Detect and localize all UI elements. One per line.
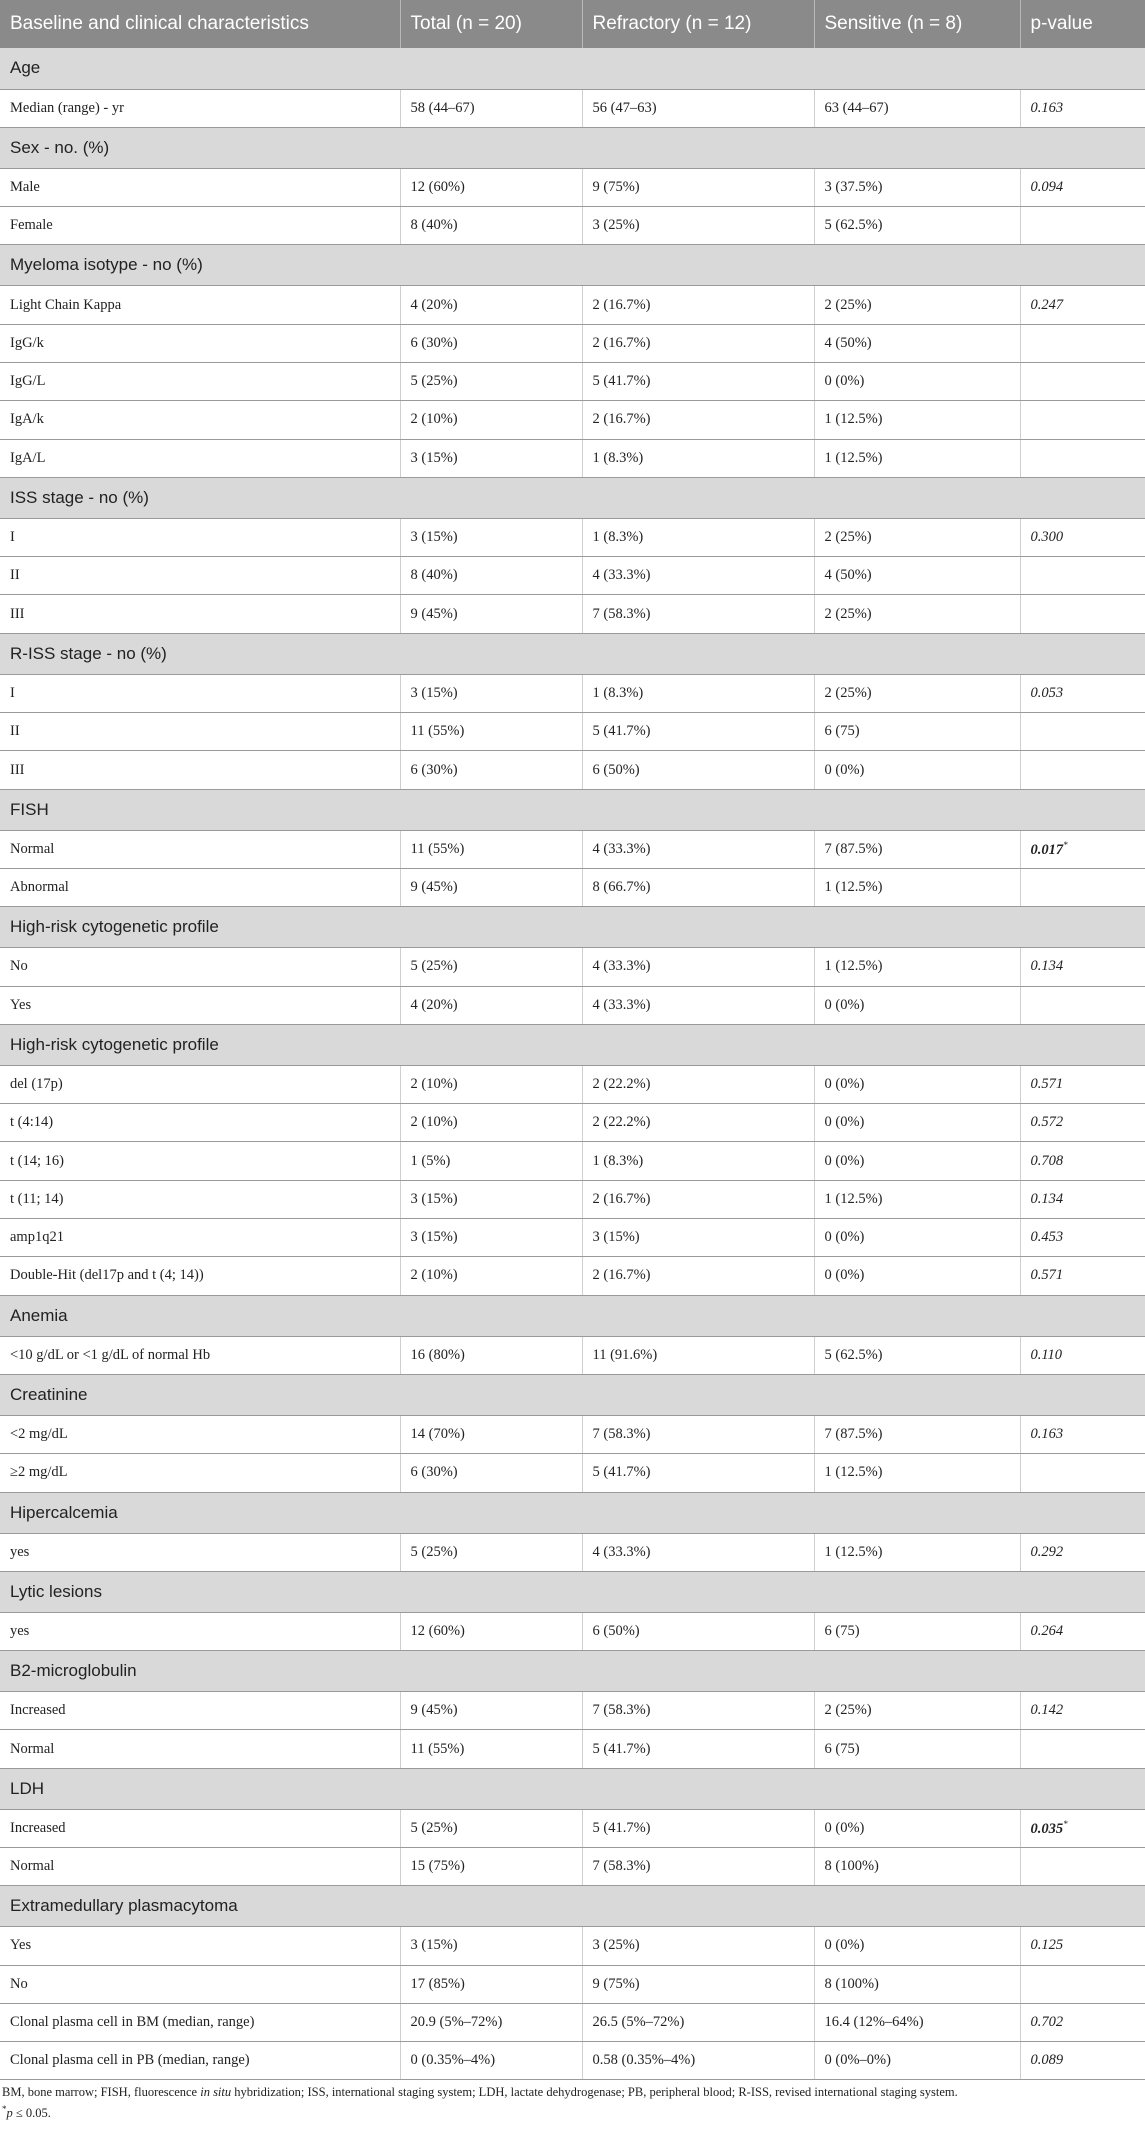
table-row bbox=[0, 89, 1145, 127]
cell-p-value bbox=[1020, 362, 1145, 400]
cell-p-value bbox=[1020, 830, 1145, 868]
cell-p-value bbox=[1020, 168, 1145, 206]
cell-p-value bbox=[1020, 1809, 1145, 1847]
table-row bbox=[0, 362, 1145, 400]
cell-sensitive: 5 (62.5%) bbox=[814, 1336, 1020, 1374]
p-value-text: 0.702 bbox=[1030, 2014, 1064, 2031]
cell-total: 9 (45%) bbox=[400, 1692, 582, 1730]
row-label: t (4:14) bbox=[0, 1104, 400, 1142]
table-row bbox=[0, 1965, 1145, 2003]
p-value-text: 0.708 bbox=[1030, 1152, 1064, 1169]
cell-total: 3 (15%) bbox=[400, 439, 582, 477]
cell-refractory: 7 (58.3%) bbox=[582, 1848, 814, 1886]
cell-total: 9 (45%) bbox=[400, 595, 582, 633]
cell-p-value bbox=[1020, 439, 1145, 477]
sig-text: ≤ 0.05. bbox=[12, 2106, 51, 2121]
cell-sensitive: 0 (0%) bbox=[814, 1065, 1020, 1103]
cell-total: 1 (5%) bbox=[400, 1142, 582, 1180]
significance-note bbox=[2, 2101, 1143, 2122]
abbrev-text-2: hybridization; ISS, international staging system; LDH, lactate dehydrogenase; PB, peripheral blood; R-ISS, revised international staging system. bbox=[231, 2085, 958, 2100]
cell-sensitive: 0 (0%) bbox=[814, 1104, 1020, 1142]
table-row bbox=[0, 557, 1145, 595]
cell-refractory: 9 (75%) bbox=[582, 1965, 814, 2003]
cell-total: 8 (40%) bbox=[400, 207, 582, 245]
cell-sensitive: 2 (25%) bbox=[814, 518, 1020, 556]
cell-total: 9 (45%) bbox=[400, 868, 582, 906]
row-label: IgA/k bbox=[0, 401, 400, 439]
section-title: Sex - no. (%) bbox=[0, 127, 1145, 168]
cell-refractory: 4 (33.3%) bbox=[582, 1533, 814, 1571]
cell-sensitive: 63 (44–67) bbox=[814, 89, 1020, 127]
cell-refractory: 1 (8.3%) bbox=[582, 674, 814, 712]
row-label: Light Chain Kappa bbox=[0, 286, 400, 324]
cell-p-value bbox=[1020, 674, 1145, 712]
section-title: Myeloma isotype - no (%) bbox=[0, 245, 1145, 286]
cell-total: 5 (25%) bbox=[400, 362, 582, 400]
cell-p-value bbox=[1020, 868, 1145, 906]
cell-total: 6 (30%) bbox=[400, 324, 582, 362]
p-value-text: 0.292 bbox=[1030, 1543, 1064, 1560]
cell-total: 3 (15%) bbox=[400, 1219, 582, 1257]
cell-p-value bbox=[1020, 1848, 1145, 1886]
cell-p-value bbox=[1020, 324, 1145, 362]
row-label: Normal bbox=[0, 1730, 400, 1768]
table-row bbox=[0, 674, 1145, 712]
cell-sensitive: 0 (0%) bbox=[814, 1142, 1020, 1180]
cell-sensitive: 0 (0%) bbox=[814, 1809, 1020, 1847]
cell-refractory: 5 (41.7%) bbox=[582, 362, 814, 400]
section-row bbox=[0, 1295, 1145, 1336]
table-row bbox=[0, 1336, 1145, 1374]
cell-total: 11 (55%) bbox=[400, 1730, 582, 1768]
cell-refractory: 2 (16.7%) bbox=[582, 1257, 814, 1295]
cell-p-value bbox=[1020, 401, 1145, 439]
row-label: t (14; 16) bbox=[0, 1142, 400, 1180]
row-label: Increased bbox=[0, 1809, 400, 1847]
cell-refractory: 9 (75%) bbox=[582, 168, 814, 206]
cell-total: 6 (30%) bbox=[400, 751, 582, 789]
section-row bbox=[0, 48, 1145, 89]
p-value-text: 0.094 bbox=[1030, 178, 1064, 195]
table-row bbox=[0, 751, 1145, 789]
row-label: I bbox=[0, 518, 400, 556]
cell-sensitive: 0 (0%) bbox=[814, 1927, 1020, 1965]
table-row bbox=[0, 830, 1145, 868]
row-label: Double-Hit (del17p and t (4; 14)) bbox=[0, 1257, 400, 1295]
section-row bbox=[0, 477, 1145, 518]
row-label: Female bbox=[0, 207, 400, 245]
table-row bbox=[0, 986, 1145, 1024]
cell-p-value bbox=[1020, 1612, 1145, 1650]
row-label: II bbox=[0, 713, 400, 751]
row-label: yes bbox=[0, 1612, 400, 1650]
row-label: Median (range) - yr bbox=[0, 89, 400, 127]
cell-p-value bbox=[1020, 1730, 1145, 1768]
cell-total: 5 (25%) bbox=[400, 1533, 582, 1571]
cell-total: 17 (85%) bbox=[400, 1965, 582, 2003]
cell-refractory: 1 (8.3%) bbox=[582, 1142, 814, 1180]
p-value-text: 0.571 bbox=[1030, 1267, 1064, 1284]
cell-p-value bbox=[1020, 89, 1145, 127]
cell-p-value bbox=[1020, 595, 1145, 633]
table-header-row bbox=[0, 0, 1145, 48]
abbrev-text-1: BM, bone marrow; FISH, fluorescence bbox=[2, 2085, 201, 2100]
cell-refractory: 7 (58.3%) bbox=[582, 1692, 814, 1730]
header-refractory: Refractory (n = 12) bbox=[582, 0, 814, 48]
table-row bbox=[0, 286, 1145, 324]
cell-sensitive: 1 (12.5%) bbox=[814, 401, 1020, 439]
cell-refractory: 3 (25%) bbox=[582, 1927, 814, 1965]
p-value-text: 0.300 bbox=[1030, 529, 1064, 546]
cell-refractory: 2 (22.2%) bbox=[582, 1104, 814, 1142]
cell-sensitive: 0 (0%) bbox=[814, 1257, 1020, 1295]
p-value-text: 0.125 bbox=[1030, 1937, 1064, 1954]
cell-p-value bbox=[1020, 1454, 1145, 1492]
row-label: No bbox=[0, 948, 400, 986]
section-title: High-risk cytogenetic profile bbox=[0, 1024, 1145, 1065]
cell-sensitive: 1 (12.5%) bbox=[814, 1180, 1020, 1218]
cell-refractory: 4 (33.3%) bbox=[582, 830, 814, 868]
section-row bbox=[0, 127, 1145, 168]
row-label: II bbox=[0, 557, 400, 595]
cell-sensitive: 0 (0%) bbox=[814, 751, 1020, 789]
table-row bbox=[0, 1927, 1145, 1965]
header-characteristics: Baseline and clinical characteristics bbox=[0, 0, 400, 48]
row-label: III bbox=[0, 595, 400, 633]
cell-refractory: 6 (50%) bbox=[582, 1612, 814, 1650]
section-row bbox=[0, 1374, 1145, 1415]
table-row bbox=[0, 1065, 1145, 1103]
section-title: Age bbox=[0, 48, 1145, 89]
sig-p: p bbox=[6, 2106, 13, 2121]
cell-refractory: 1 (8.3%) bbox=[582, 518, 814, 556]
cell-sensitive: 4 (50%) bbox=[814, 324, 1020, 362]
section-title: Creatinine bbox=[0, 1374, 1145, 1415]
table-row bbox=[0, 1809, 1145, 1847]
p-value-text: 0.134 bbox=[1030, 958, 1064, 975]
cell-p-value bbox=[1020, 1104, 1145, 1142]
row-label: amp1q21 bbox=[0, 1219, 400, 1257]
table-row bbox=[0, 1104, 1145, 1142]
row-label: Abnormal bbox=[0, 868, 400, 906]
cell-p-value bbox=[1020, 207, 1145, 245]
cell-refractory: 2 (16.7%) bbox=[582, 1180, 814, 1218]
section-row bbox=[0, 1571, 1145, 1612]
row-label: Clonal plasma cell in BM (median, range) bbox=[0, 2003, 400, 2041]
row-label: Normal bbox=[0, 1848, 400, 1886]
table-row bbox=[0, 1730, 1145, 1768]
p-value-text: 0.110 bbox=[1030, 1346, 1063, 1363]
cell-total: 11 (55%) bbox=[400, 713, 582, 751]
cell-sensitive: 2 (25%) bbox=[814, 286, 1020, 324]
cell-refractory: 3 (25%) bbox=[582, 207, 814, 245]
section-row bbox=[0, 907, 1145, 948]
p-value-text: 0.247 bbox=[1030, 296, 1064, 313]
row-label: III bbox=[0, 751, 400, 789]
cell-sensitive: 1 (12.5%) bbox=[814, 948, 1020, 986]
p-value-text: 0.163 bbox=[1030, 99, 1064, 116]
cell-sensitive: 0 (0%–0%) bbox=[814, 2042, 1020, 2080]
p-value-text: 0.572 bbox=[1030, 1114, 1064, 1131]
section-title: B2-microglobulin bbox=[0, 1651, 1145, 1692]
cell-sensitive: 3 (37.5%) bbox=[814, 168, 1020, 206]
significance-mark: * bbox=[1063, 1818, 1068, 1829]
cell-p-value bbox=[1020, 1533, 1145, 1571]
cell-total: 0 (0.35%–4%) bbox=[400, 2042, 582, 2080]
cell-sensitive: 5 (62.5%) bbox=[814, 207, 1020, 245]
cell-p-value bbox=[1020, 1142, 1145, 1180]
section-title: Extramedullary plasmacytoma bbox=[0, 1886, 1145, 1927]
table-row bbox=[0, 207, 1145, 245]
section-row bbox=[0, 1886, 1145, 1927]
cell-total: 20.9 (5%–72%) bbox=[400, 2003, 582, 2041]
table-body bbox=[0, 48, 1145, 2080]
row-label: IgG/L bbox=[0, 362, 400, 400]
cell-refractory: 2 (22.2%) bbox=[582, 1065, 814, 1103]
cell-p-value bbox=[1020, 286, 1145, 324]
cell-p-value bbox=[1020, 557, 1145, 595]
section-title: FISH bbox=[0, 789, 1145, 830]
cell-sensitive: 2 (25%) bbox=[814, 1692, 1020, 1730]
row-label: No bbox=[0, 1965, 400, 2003]
section-row bbox=[0, 789, 1145, 830]
cell-total: 11 (55%) bbox=[400, 830, 582, 868]
table-row bbox=[0, 1219, 1145, 1257]
cell-refractory: 5 (41.7%) bbox=[582, 1730, 814, 1768]
row-label: yes bbox=[0, 1533, 400, 1571]
cell-p-value bbox=[1020, 1219, 1145, 1257]
cell-p-value bbox=[1020, 1927, 1145, 1965]
cell-sensitive: 4 (50%) bbox=[814, 557, 1020, 595]
section-title: Lytic lesions bbox=[0, 1571, 1145, 1612]
p-value-text: 0.035 bbox=[1030, 1820, 1064, 1837]
section-title: Hipercalcemia bbox=[0, 1492, 1145, 1533]
row-label: IgG/k bbox=[0, 324, 400, 362]
row-label: Male bbox=[0, 168, 400, 206]
row-label: I bbox=[0, 674, 400, 712]
cell-sensitive: 1 (12.5%) bbox=[814, 1454, 1020, 1492]
section-title: R-ISS stage - no (%) bbox=[0, 633, 1145, 674]
table-row bbox=[0, 1257, 1145, 1295]
table-row bbox=[0, 1454, 1145, 1492]
cell-p-value bbox=[1020, 2003, 1145, 2041]
cell-total: 5 (25%) bbox=[400, 948, 582, 986]
cell-total: 3 (15%) bbox=[400, 1180, 582, 1218]
table-row bbox=[0, 2003, 1145, 2041]
cell-p-value bbox=[1020, 1257, 1145, 1295]
table-row bbox=[0, 1142, 1145, 1180]
significance-mark: * bbox=[1063, 839, 1068, 850]
cell-total: 16 (80%) bbox=[400, 1336, 582, 1374]
cell-refractory: 1 (8.3%) bbox=[582, 439, 814, 477]
table-row bbox=[0, 1180, 1145, 1218]
row-label: del (17p) bbox=[0, 1065, 400, 1103]
row-label: Clonal plasma cell in PB (median, range) bbox=[0, 2042, 400, 2080]
table-row bbox=[0, 439, 1145, 477]
row-label: <2 mg/dL bbox=[0, 1415, 400, 1453]
p-value-text: 0.571 bbox=[1030, 1075, 1064, 1092]
table-row bbox=[0, 1533, 1145, 1571]
cell-refractory: 8 (66.7%) bbox=[582, 868, 814, 906]
row-label: t (11; 14) bbox=[0, 1180, 400, 1218]
cell-refractory: 11 (91.6%) bbox=[582, 1336, 814, 1374]
header-p-value: p-value bbox=[1020, 0, 1145, 48]
row-label: <10 g/dL or <1 g/dL of normal Hb bbox=[0, 1336, 400, 1374]
row-label: Increased bbox=[0, 1692, 400, 1730]
cell-p-value bbox=[1020, 713, 1145, 751]
section-row bbox=[0, 633, 1145, 674]
cell-p-value bbox=[1020, 2042, 1145, 2080]
abbreviations-note bbox=[2, 2084, 1143, 2101]
p-value-text: 0.053 bbox=[1030, 684, 1064, 701]
cell-p-value bbox=[1020, 751, 1145, 789]
cell-refractory: 2 (16.7%) bbox=[582, 324, 814, 362]
table-row bbox=[0, 1612, 1145, 1650]
cell-refractory: 56 (47–63) bbox=[582, 89, 814, 127]
section-row bbox=[0, 1492, 1145, 1533]
cell-sensitive: 6 (75) bbox=[814, 713, 1020, 751]
cell-sensitive: 7 (87.5%) bbox=[814, 1415, 1020, 1453]
cell-total: 2 (10%) bbox=[400, 1257, 582, 1295]
cell-total: 8 (40%) bbox=[400, 557, 582, 595]
cell-p-value bbox=[1020, 1065, 1145, 1103]
cell-sensitive: 0 (0%) bbox=[814, 362, 1020, 400]
cell-sensitive: 7 (87.5%) bbox=[814, 830, 1020, 868]
table-footnote bbox=[0, 2080, 1145, 2122]
cell-total: 3 (15%) bbox=[400, 1927, 582, 1965]
cell-refractory: 4 (33.3%) bbox=[582, 948, 814, 986]
cell-total: 4 (20%) bbox=[400, 286, 582, 324]
cell-total: 12 (60%) bbox=[400, 1612, 582, 1650]
cell-total: 3 (15%) bbox=[400, 674, 582, 712]
section-title: Anemia bbox=[0, 1295, 1145, 1336]
row-label: ≥2 mg/dL bbox=[0, 1454, 400, 1492]
section-row bbox=[0, 1024, 1145, 1065]
row-label: Normal bbox=[0, 830, 400, 868]
cell-refractory: 7 (58.3%) bbox=[582, 1415, 814, 1453]
section-row bbox=[0, 245, 1145, 286]
cell-p-value bbox=[1020, 1336, 1145, 1374]
cell-p-value bbox=[1020, 986, 1145, 1024]
cell-total: 3 (15%) bbox=[400, 518, 582, 556]
cell-p-value bbox=[1020, 948, 1145, 986]
row-label: IgA/L bbox=[0, 439, 400, 477]
header-total: Total (n = 20) bbox=[400, 0, 582, 48]
sig-mark: * bbox=[2, 2104, 7, 2115]
cell-p-value bbox=[1020, 1692, 1145, 1730]
cell-total: 2 (10%) bbox=[400, 1065, 582, 1103]
table-row bbox=[0, 868, 1145, 906]
table-row bbox=[0, 518, 1145, 556]
cell-sensitive: 0 (0%) bbox=[814, 986, 1020, 1024]
cell-total: 15 (75%) bbox=[400, 1848, 582, 1886]
cell-sensitive: 1 (12.5%) bbox=[814, 1533, 1020, 1571]
p-value-text: 0.453 bbox=[1030, 1229, 1064, 1246]
cell-refractory: 4 (33.3%) bbox=[582, 557, 814, 595]
cell-total: 6 (30%) bbox=[400, 1454, 582, 1492]
cell-total: 14 (70%) bbox=[400, 1415, 582, 1453]
header-sensitive: Sensitive (n = 8) bbox=[814, 0, 1020, 48]
cell-refractory: 2 (16.7%) bbox=[582, 286, 814, 324]
table-row bbox=[0, 401, 1145, 439]
cell-refractory: 4 (33.3%) bbox=[582, 986, 814, 1024]
section-title: High-risk cytogenetic profile bbox=[0, 907, 1145, 948]
table-row bbox=[0, 713, 1145, 751]
cell-sensitive: 8 (100%) bbox=[814, 1848, 1020, 1886]
abbrev-italic: in situ bbox=[200, 2085, 232, 2100]
cell-total: 58 (44–67) bbox=[400, 89, 582, 127]
cell-sensitive: 2 (25%) bbox=[814, 595, 1020, 633]
cell-p-value bbox=[1020, 1180, 1145, 1218]
p-value-text: 0.264 bbox=[1030, 1622, 1064, 1639]
cell-refractory: 3 (15%) bbox=[582, 1219, 814, 1257]
p-value-text: 0.142 bbox=[1030, 1702, 1064, 1719]
cell-sensitive: 1 (12.5%) bbox=[814, 439, 1020, 477]
p-value-text: 0.017 bbox=[1030, 841, 1064, 858]
section-title: LDH bbox=[0, 1768, 1145, 1809]
cell-sensitive: 8 (100%) bbox=[814, 1965, 1020, 2003]
table-row bbox=[0, 1848, 1145, 1886]
cell-refractory: 7 (58.3%) bbox=[582, 595, 814, 633]
cell-refractory: 5 (41.7%) bbox=[582, 1809, 814, 1847]
cell-sensitive: 6 (75) bbox=[814, 1612, 1020, 1650]
cell-p-value bbox=[1020, 518, 1145, 556]
section-row bbox=[0, 1768, 1145, 1809]
cell-p-value bbox=[1020, 1415, 1145, 1453]
cell-total: 5 (25%) bbox=[400, 1809, 582, 1847]
cell-refractory: 5 (41.7%) bbox=[582, 1454, 814, 1492]
table-row bbox=[0, 595, 1145, 633]
table-row bbox=[0, 948, 1145, 986]
cell-p-value bbox=[1020, 1965, 1145, 2003]
row-label: Yes bbox=[0, 1927, 400, 1965]
cell-sensitive: 2 (25%) bbox=[814, 674, 1020, 712]
section-row bbox=[0, 1651, 1145, 1692]
p-value-text: 0.089 bbox=[1030, 2052, 1064, 2069]
table-row bbox=[0, 168, 1145, 206]
table-row bbox=[0, 1415, 1145, 1453]
cell-sensitive: 1 (12.5%) bbox=[814, 868, 1020, 906]
cell-refractory: 26.5 (5%–72%) bbox=[582, 2003, 814, 2041]
cell-refractory: 5 (41.7%) bbox=[582, 713, 814, 751]
cell-refractory: 2 (16.7%) bbox=[582, 401, 814, 439]
cell-sensitive: 6 (75) bbox=[814, 1730, 1020, 1768]
cell-refractory: 6 (50%) bbox=[582, 751, 814, 789]
table-row bbox=[0, 1692, 1145, 1730]
section-title: ISS stage - no (%) bbox=[0, 477, 1145, 518]
cell-total: 4 (20%) bbox=[400, 986, 582, 1024]
row-label: Yes bbox=[0, 986, 400, 1024]
p-value-text: 0.163 bbox=[1030, 1426, 1064, 1443]
cell-total: 12 (60%) bbox=[400, 168, 582, 206]
cell-sensitive: 0 (0%) bbox=[814, 1219, 1020, 1257]
cell-sensitive: 16.4 (12%–64%) bbox=[814, 2003, 1020, 2041]
cell-refractory: 0.58 (0.35%–4%) bbox=[582, 2042, 814, 2080]
p-value-text: 0.134 bbox=[1030, 1190, 1064, 1207]
table-row bbox=[0, 324, 1145, 362]
cell-total: 2 (10%) bbox=[400, 1104, 582, 1142]
cell-total: 2 (10%) bbox=[400, 401, 582, 439]
table-row bbox=[0, 2042, 1145, 2080]
